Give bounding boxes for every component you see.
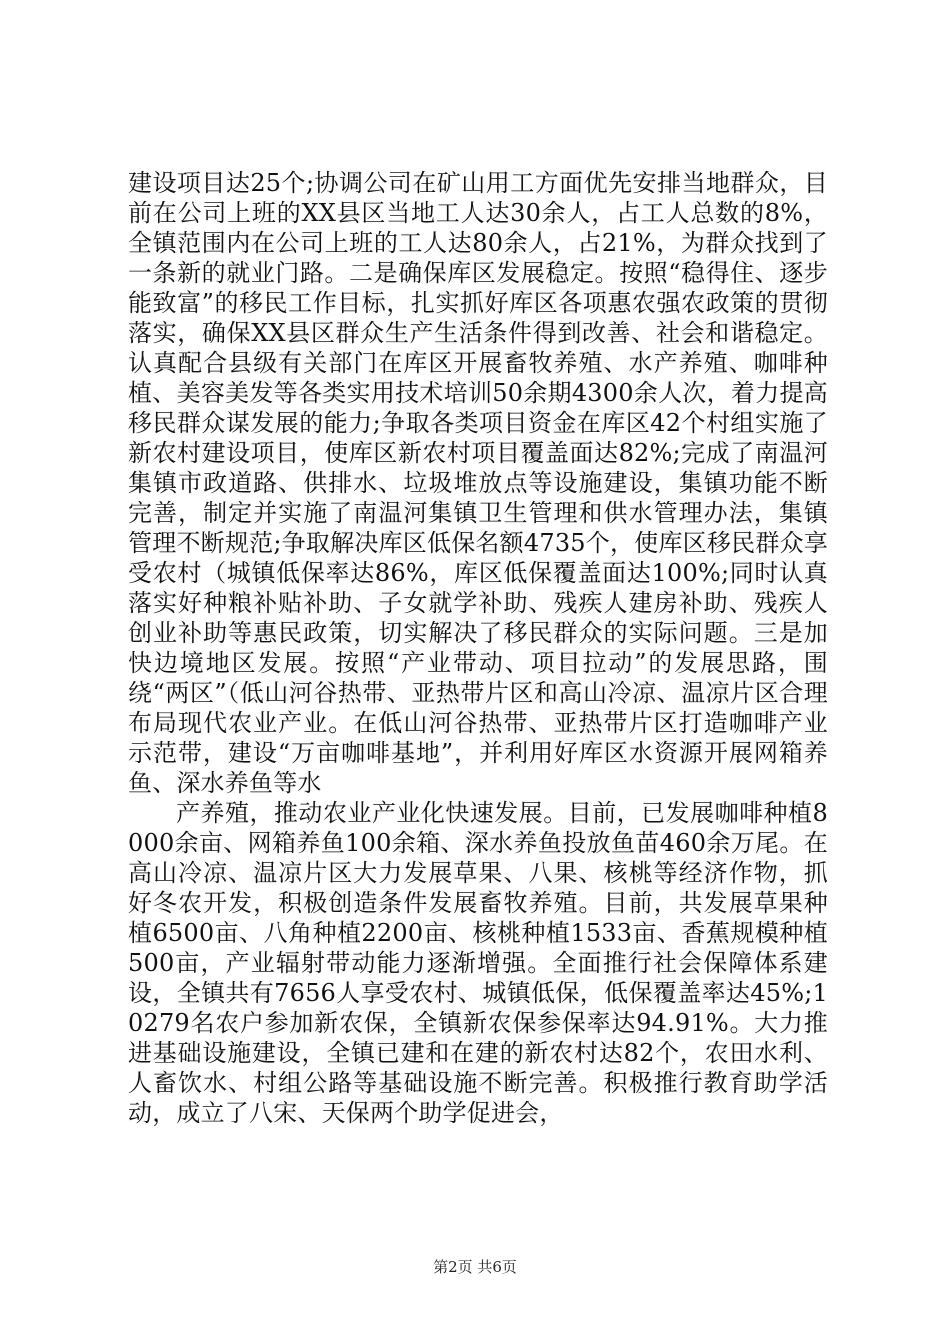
paragraph-1: 建设项目达25个;协调公司在矿山用工方面优先安排当地群众，目前在公司上班的XX县区当地工人达30余人，占工人总数的8%，全镇范围内在公司上班的工人达80余人，占21%，为群众找到了一条新的就业门路。二是确保库区发展稳定。按照“稳得住、逐步能致富”的移民工作目标，扎实抓好库区各项惠农强农政策的贯彻落实，确保XX县区群众生产生活条件得到改善、社会和谐稳定。认真配合县级有关部门在库区开展畜牧养殖、水产养殖、咖啡种植、美容美发等各类实用技术培训50余期4300余人次，着力提高移民群众谋发展的能力;争取各类项目资金在库区42个村组实施了新农村建设项目，使库区新农村项目覆盖面达82%;完成了南温河集镇市政道路、供排水、垃圾堆放点等设施建设，集镇功能不断完善，制定并实施了南温河集镇卫生管理和供水管理办法，集镇管理不断规范;争取解决库区低保名额4735个，使库区移民群众享受农村（城镇低保率达86%，库区低保覆盖面达100%;同时认真落实好种粮补贴补助、子女就学补助、残疾人建房补助、残疾人创业补助等惠民政策，切实解决了移民群众的实际问题。三是加快边境地区发展。按照“产业带动、项目拉动”的发展思路，围绕“两区”（低山河谷热带、亚热带片区和高山冷凉、温凉片区合理布局现代农业产业。在低山河谷热带、亚热带片区打造咖啡产业示范带，建设“万亩咖啡基地”，并利用好库区水资源开展网箱养鱼、深水养鱼等水 (128, 169, 828, 797)
document-body (128, 168, 828, 1128)
page-footer: 第2页 共6页 (433, 1258, 517, 1276)
paragraph-2: 产养殖，推动农业产业化快速发展。目前，已发展咖啡种植8000余亩、网箱养鱼100余箱、深水养鱼投放鱼苗460余万尾。在高山冷凉、温凉片区大力发展草果、八果、核桃等经济作物，抓好冬农开发，积极创造条件发展畜牧养殖。目前，共发展草果种植6500亩、八角种植2200亩、核桃种植1533亩、香蕉规模种植500亩，产业辐射带动能力逐渐增强。全面推行社会保障体系建设，全镇共有7656人享受农村、城镇低保，低保覆盖率达45%;10279名农户参加新农保，全镇新农保参保率达94.91%。大力推进基础设施建设，全镇已建和在建的新农村达82个，农田水利、人畜饮水、村组公路等基础设施不断完善。积极推行教育助学活动，成立了八宋、天保两个助学促进会， (128, 799, 828, 1127)
